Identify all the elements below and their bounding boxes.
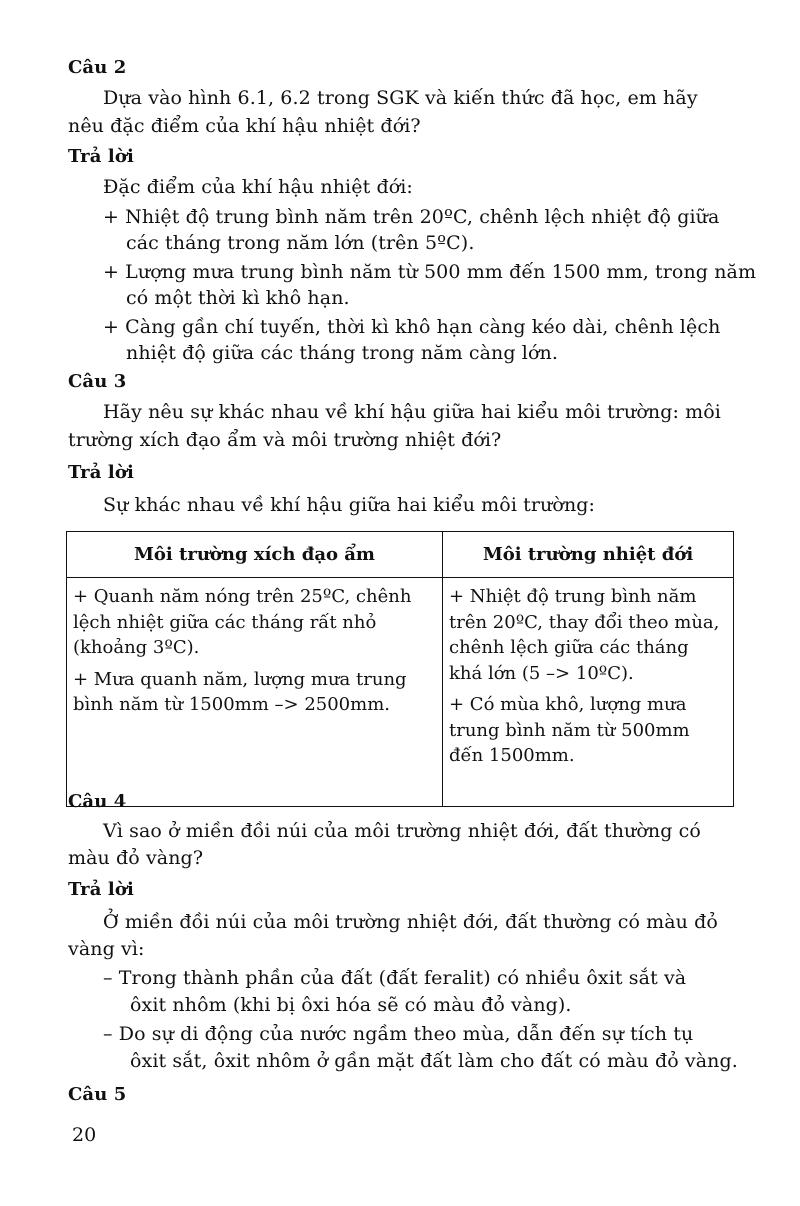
tropical-cell: [443, 578, 734, 807]
table-header-row: [67, 532, 734, 578]
tropical-item-1-line-3: chênh lệch giữa các tháng: [449, 637, 689, 658]
q4-heading: Câu 4: [68, 791, 127, 812]
header-tropical: Môi trường nhiệt đới: [443, 532, 734, 578]
q2-bullet-1-line-2: các tháng trong năm lớn (trên 5ºC).: [126, 232, 475, 254]
q2-answer-intro: Đặc điểm của khí hậu nhiệt đới:: [103, 176, 413, 198]
q3-question-line-1: Hãy nêu sự khác nhau về khí hậu giữa hai kiểu môi trường: môi: [103, 401, 721, 423]
table-row: [67, 578, 734, 807]
q4-question-line-1: Vì sao ở miền đồi núi của môi trường nhiệt đới, đất thường có: [103, 820, 701, 842]
tropical-item-2-line-3: đến 1500mm.: [449, 745, 575, 766]
q2-bullet-3-line-2: nhiệt độ giữa các tháng trong năm càng lớn.: [126, 342, 558, 364]
tropical-item-2-line-1: + Có mùa khô, lượng mưa: [449, 694, 687, 715]
page-number: 20: [72, 1124, 97, 1146]
q2-heading: Câu 2: [68, 57, 127, 78]
q4-bullet-1-line-1: – Trong thành phần của đất (đất feralit) có nhiều ôxit sắt và: [103, 967, 687, 989]
climate-comparison-table: [66, 531, 734, 807]
q2-bullet-2-line-1: + Lượng mưa trung bình năm từ 500 mm đến 1500 mm, trong năm: [103, 261, 757, 283]
equatorial-item-2-line-2: bình năm từ 1500mm –> 2500mm.: [73, 694, 390, 715]
q4-bullet-2-line-1: – Do sự di động của nước ngầm theo mùa, dẫn đến sự tích tụ: [103, 1023, 694, 1045]
q4-answer-intro-line-1: Ở miền đồi núi của môi trường nhiệt đới, đất thường có màu đỏ: [103, 911, 718, 933]
q2-bullet-2-line-2: có một thời kì khô hạn.: [126, 287, 350, 309]
equatorial-item-1-line-3: (khoảng 3ºC).: [73, 637, 200, 658]
q4-question-line-2: màu đỏ vàng?: [68, 847, 204, 869]
equatorial-item-1-line-2: lệch nhiệt giữa các tháng rất nhỏ: [73, 611, 377, 633]
equatorial-item-2-line-1: + Mưa quanh năm, lượng mưa trung: [73, 668, 407, 690]
equatorial-cell: [67, 578, 443, 807]
q3-answer-intro: Sự khác nhau về khí hậu giữa hai kiểu môi trường:: [103, 494, 596, 516]
q5-heading: Câu 5: [68, 1084, 127, 1105]
q2-bullet-3-line-1: + Càng gần chí tuyến, thời kì khô hạn càng kéo dài, chênh lệch: [103, 316, 721, 338]
q2-question-line-2: nêu đặc điểm của khí hậu nhiệt đới?: [68, 115, 421, 137]
q3-answer-heading: Trả lời: [68, 462, 134, 483]
q2-bullet-1-line-1: + Nhiệt độ trung bình năm trên 20ºC, chênh lệch nhiệt độ giữa: [103, 206, 720, 228]
q4-bullet-2-line-2: ôxit sắt, ôxit nhôm ở gần mặt đất làm cho đất có màu đỏ vàng.: [130, 1050, 738, 1072]
q4-answer-heading: Trả lời: [68, 879, 134, 900]
q3-question-line-2: trường xích đạo ẩm và môi trường nhiệt đới?: [68, 429, 502, 451]
q4-bullet-1-line-2: ôxit nhôm (khi bị ôxi hóa sẽ có màu đỏ vàng).: [130, 994, 572, 1016]
tropical-item-2-line-2: trung bình năm từ 500mm: [449, 719, 690, 741]
tropical-item-1-line-1: + Nhiệt độ trung bình năm: [449, 586, 697, 607]
q2-answer-heading: Trả lời: [68, 146, 134, 167]
q3-heading: Câu 3: [68, 371, 127, 392]
tropical-item-1-line-4: khá lớn (5 –> 10ºC).: [449, 662, 634, 684]
header-equatorial: Môi trường xích đạo ẩm: [67, 532, 443, 578]
equatorial-item-1-line-1: + Quanh năm nóng trên 25ºC, chênh: [73, 586, 412, 607]
q4-answer-intro-line-2: vàng vì:: [68, 938, 145, 960]
tropical-item-1-line-2: trên 20ºC, thay đổi theo mùa,: [449, 611, 720, 633]
q2-question-line-1: Dựa vào hình 6.1, 6.2 trong SGK và kiến thức đã học, em hãy: [103, 87, 698, 109]
